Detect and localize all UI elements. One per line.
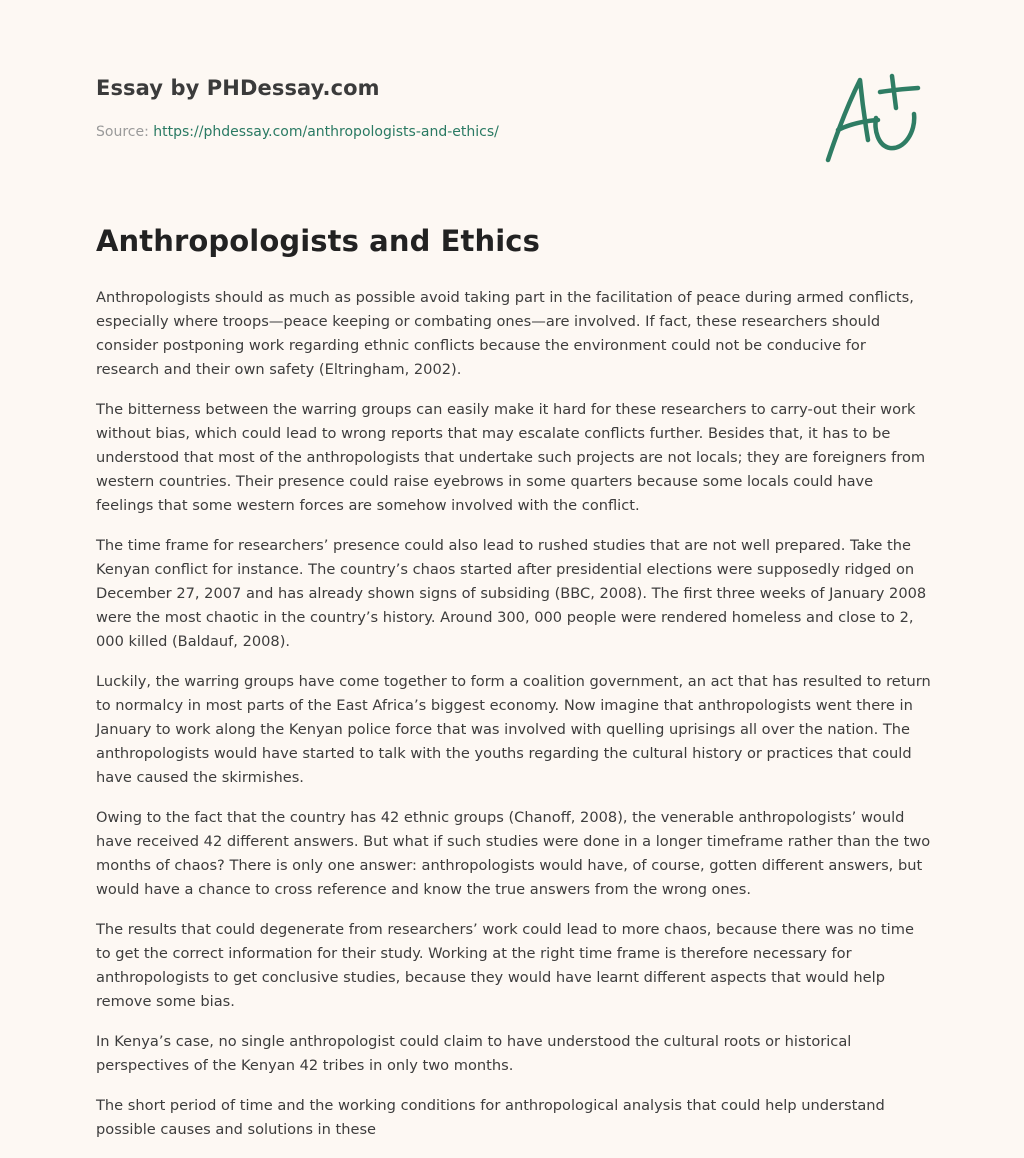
site-brand: Essay by PHDessay.com <box>96 76 380 100</box>
essay-paragraph: The short period of time and the working conditions for anthropological analysis that could help understand possible causes and solutions in these <box>96 1097 885 1138</box>
essay-paragraph: Owing to the fact that the country has 42 ethnic groups (Chanoff, 2008), the venerable anthropologists’ would have received 42 different answers. But what if such studies were done in a longer timeframe rather than the two months of chaos? There is only one answer: anthropologists would have, of course, gotten different answers, but would have a chance to cross reference and know the true answers from the wrong ones. <box>96 809 931 898</box>
essay-paragraph: The time frame for researchers’ presence could also lead to rushed studies that are not well prepared. Take the Kenyan conflict for instance. The country’s chaos started after presidential elections were supposedly ridged on December 27, 2007 and has already shown signs of subsiding (BBC, 2008). The first three weeks of January 2008 were the most chaotic in the country’s history. Around 300, 000 people were rendered homeless and close to 2, 000 killed (Baldauf, 2008). <box>96 537 927 650</box>
source-line <box>96 124 499 140</box>
essay-paragraph: The bitterness between the warring groups can easily make it hard for these researchers to carry-out their work without bias, which could lead to wrong reports that may escalate conflicts further. Besides that, it has to be understood that most of the anthropologists that undertake such projects are not locals; they are foreigners from western countries. Their presence could raise eyebrows in some quarters because some locals could have feelings that some western forces are somehow involved with the conflict. <box>96 401 926 514</box>
essay-paragraph: Luckily, the warring groups have come together to form a coalition government, an act that has resulted to return to normalcy in most parts of the East Africa’s biggest economy. Now imagine that anthropologists went there in January to work along the Kenyan police force that was involved with quelling uprisings all over the nation. The anthropologists would have started to talk with the youths regarding the cultural history or practices that could have caused the skirmishes. <box>96 673 931 786</box>
essay-paragraph: The results that could degenerate from researchers’ work could lead to more chaos, because there was no time to get the correct information for their study. Working at the right time frame is therefore necessary for anthropologists to get conclusive studies, because they would have learnt different aspects that would help remove some bias. <box>96 921 914 1010</box>
essay-title: Anthropologists and Ethics <box>96 224 540 258</box>
essay-body <box>96 286 932 1158</box>
source-label: Source: <box>96 124 149 140</box>
essay-paragraph: Anthropologists should as much as possible avoid taking part in the facilitation of peace during armed conflicts, especially where troops—peace keeping or combating ones—are involved. If fact, these researchers should consider postponing work regarding ethnic conflicts because the environment could not be conducive for research and their own safety (Eltringham, 2002). <box>96 289 914 378</box>
a-plus-grade-icon <box>816 66 932 166</box>
source-link[interactable]: https://phdessay.com/anthropologists-and-ethics/ <box>153 124 499 140</box>
essay-paragraph: In Kenya’s case, no single anthropologist could claim to have understood the cultural roots or historical perspectives of the Kenyan 42 tribes in only two months. <box>96 1033 852 1074</box>
